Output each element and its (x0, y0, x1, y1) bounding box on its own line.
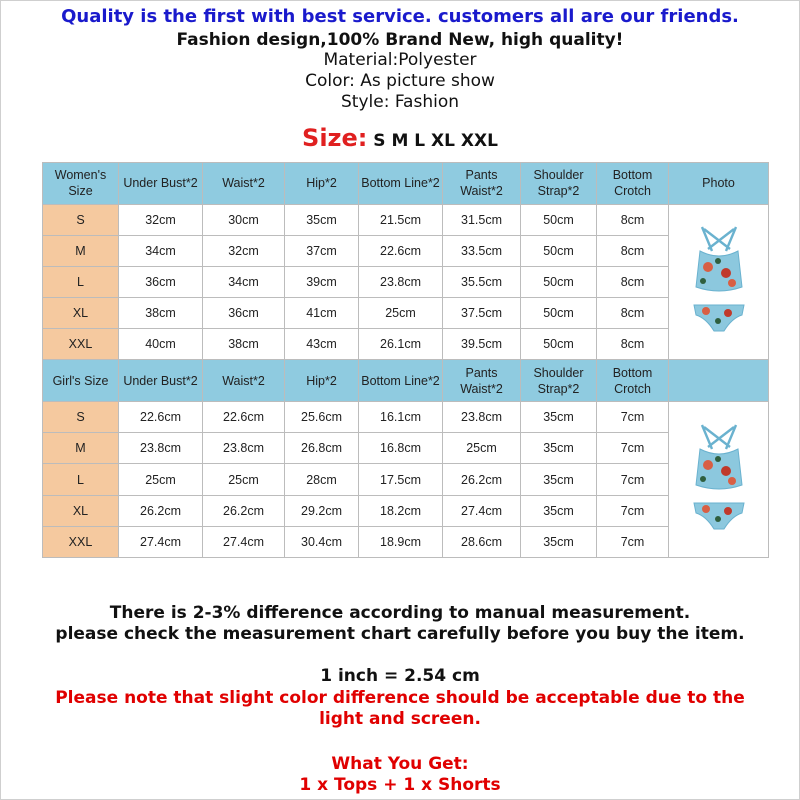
measure-cell: 25cm (443, 433, 521, 464)
measure-cell: 34cm (119, 235, 203, 266)
measure-cell: 35cm (521, 495, 597, 526)
measure-cell: 22.6cm (119, 402, 203, 433)
women-header-3: Hip*2 (285, 163, 359, 205)
size-cell: XXL (43, 329, 119, 360)
measure-cell: 35cm (285, 204, 359, 235)
measure-cell: 50cm (521, 298, 597, 329)
table-row (43, 267, 769, 298)
size-label: Size: (302, 124, 368, 152)
measure-cell: 40cm (119, 329, 203, 360)
measure-cell: 28.6cm (443, 526, 521, 557)
measure-cell: 36cm (203, 298, 285, 329)
women-header-1: Under Bust*2 (119, 163, 203, 205)
size-cell: S (43, 204, 119, 235)
measure-cell: 22.6cm (203, 402, 285, 433)
measure-cell: 50cm (521, 267, 597, 298)
measure-cell: 34cm (203, 267, 285, 298)
size-cell: XL (43, 495, 119, 526)
measure-cell: 39.5cm (443, 329, 521, 360)
size-values: S M L XL XXL (367, 131, 498, 151)
measure-cell: 32cm (203, 235, 285, 266)
girls-header-5: Pants Waist*2 (443, 360, 521, 402)
measure-cell: 23.8cm (119, 433, 203, 464)
girls-header-1: Under Bust*2 (119, 360, 203, 402)
measure-cell: 27.4cm (119, 526, 203, 557)
table-row (43, 526, 769, 557)
color-info: Color: As picture show (305, 71, 495, 91)
table-row (43, 298, 769, 329)
size-cell: L (43, 267, 119, 298)
women-swimsuit-photo (682, 221, 756, 339)
women-header-4: Bottom Line*2 (359, 163, 443, 205)
women-header-5: Pants Waist*2 (443, 163, 521, 205)
measure-cell: 7cm (597, 402, 669, 433)
table-row (43, 402, 769, 433)
size-cell: XL (43, 298, 119, 329)
table-row (43, 204, 769, 235)
check-chart-note: please check the measurement chart carefully before you buy the item. (55, 624, 745, 644)
measure-cell: 28cm (285, 464, 359, 495)
material-info: Material:Polyester (323, 50, 477, 70)
photo-header-blank (669, 360, 769, 402)
measure-cell: 26.2cm (443, 464, 521, 495)
color-difference-note: Please note that slight color difference should be acceptable due to the light and screen. (55, 688, 745, 729)
measure-cell: 7cm (597, 433, 669, 464)
measure-cell: 16.8cm (359, 433, 443, 464)
measure-cell: 50cm (521, 329, 597, 360)
women-header-6: Shoulder Strap*2 (521, 163, 597, 205)
measure-cell: 27.4cm (443, 495, 521, 526)
measure-cell: 23.8cm (203, 433, 285, 464)
measure-cell: 35cm (521, 402, 597, 433)
measure-cell: 25cm (203, 464, 285, 495)
measure-cell: 25cm (119, 464, 203, 495)
measure-cell: 31.5cm (443, 204, 521, 235)
size-chart-table (42, 162, 769, 558)
measure-cell: 17.5cm (359, 464, 443, 495)
measure-cell: 38cm (119, 298, 203, 329)
table-row (43, 235, 769, 266)
measure-cell: 8cm (597, 204, 669, 235)
measure-cell: 26.1cm (359, 329, 443, 360)
measure-cell: 30cm (203, 204, 285, 235)
girls-header-0: Girl's Size (43, 360, 119, 402)
what-you-get-heading: What You Get: (331, 754, 469, 774)
women-header-0: Women's Size (43, 163, 119, 205)
girls-header-2: Waist*2 (203, 360, 285, 402)
girls-header-7: Bottom Crotch (597, 360, 669, 402)
measure-cell: 25.6cm (285, 402, 359, 433)
measure-cell: 27.4cm (203, 526, 285, 557)
measure-cell: 50cm (521, 204, 597, 235)
measure-cell: 8cm (597, 329, 669, 360)
quality-slogan: Quality is the first with best service. customers all are our friends. (61, 6, 739, 27)
size-cell: M (43, 235, 119, 266)
measure-cell: 35cm (521, 464, 597, 495)
measure-cell: 16.1cm (359, 402, 443, 433)
size-line (0, 124, 800, 152)
style-info: Style: Fashion (341, 92, 459, 112)
women-photo-cell (669, 204, 769, 360)
measure-cell: 23.8cm (359, 267, 443, 298)
measure-cell: 8cm (597, 235, 669, 266)
measure-cell: 18.2cm (359, 495, 443, 526)
girls-photo-cell (669, 402, 769, 558)
measure-cell: 23.8cm (443, 402, 521, 433)
table-row (43, 464, 769, 495)
size-cell: XXL (43, 526, 119, 557)
measure-cell: 33.5cm (443, 235, 521, 266)
measure-cell: 26.8cm (285, 433, 359, 464)
size-cell: L (43, 464, 119, 495)
measure-cell: 22.6cm (359, 235, 443, 266)
difference-note: There is 2-3% difference according to manual measurement. (109, 603, 691, 623)
measure-cell: 37.5cm (443, 298, 521, 329)
measure-cell: 21.5cm (359, 204, 443, 235)
girls-header-4: Bottom Line*2 (359, 360, 443, 402)
measure-cell: 37cm (285, 235, 359, 266)
measure-cell: 35cm (521, 433, 597, 464)
measure-cell: 7cm (597, 495, 669, 526)
fashion-description: Fashion design,100% Brand New, high quality! (176, 30, 624, 50)
measure-cell: 35.5cm (443, 267, 521, 298)
measure-cell: 39cm (285, 267, 359, 298)
measure-cell: 26.2cm (203, 495, 285, 526)
measure-cell: 43cm (285, 329, 359, 360)
women-header-2: Waist*2 (203, 163, 285, 205)
measure-cell: 38cm (203, 329, 285, 360)
table-row (43, 329, 769, 360)
table-row (43, 433, 769, 464)
table-row (43, 495, 769, 526)
girls-swimsuit-photo (682, 419, 756, 537)
measure-cell: 32cm (119, 204, 203, 235)
girls-header-6: Shoulder Strap*2 (521, 360, 597, 402)
measure-cell: 25cm (359, 298, 443, 329)
women-header-7: Bottom Crotch (597, 163, 669, 205)
measure-cell: 26.2cm (119, 495, 203, 526)
girls-header-3: Hip*2 (285, 360, 359, 402)
size-cell: S (43, 402, 119, 433)
girls-header-row (43, 360, 769, 402)
women-header-row (43, 163, 769, 205)
measure-cell: 30.4cm (285, 526, 359, 557)
measure-cell: 35cm (521, 526, 597, 557)
measure-cell: 8cm (597, 298, 669, 329)
measure-cell: 50cm (521, 235, 597, 266)
measure-cell: 18.9cm (359, 526, 443, 557)
measure-cell: 41cm (285, 298, 359, 329)
measure-cell: 29.2cm (285, 495, 359, 526)
photo-header: Photo (669, 163, 769, 205)
measure-cell: 7cm (597, 464, 669, 495)
measure-cell: 36cm (119, 267, 203, 298)
package-contents: 1 x Tops + 1 x Shorts (299, 775, 501, 795)
measure-cell: 7cm (597, 526, 669, 557)
size-cell: M (43, 433, 119, 464)
measure-cell: 8cm (597, 267, 669, 298)
inch-conversion: 1 inch = 2.54 cm (320, 666, 480, 686)
